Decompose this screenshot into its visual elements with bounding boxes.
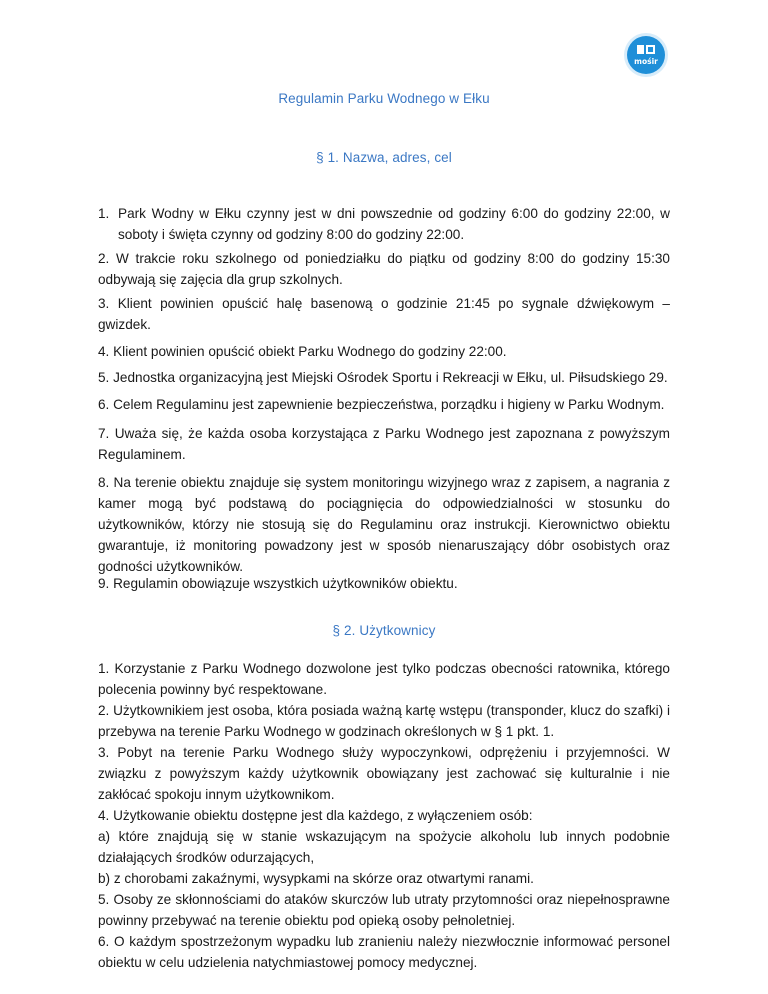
section-2-item-6: 6. O każdym spostrzeżonym wypadku lub zranieniu należy niezwłocznie informować personel obiektu w celu udzielenia natychmiastowej pomocy medycznej. [98,934,670,970]
document-title: Regulamin Parku Wodnego w Ełku [278,91,490,106]
section-1-item-6: 6. Celem Regulaminu jest zapewnienie bezpieczeństwa, porządku i higieny w Parku Wodnym. [98,397,665,412]
section-1-item-4: 4. Klient powinien opuścić obiekt Parku Wodnego do godziny 22:00. [98,344,507,359]
section-1-item-7: 7. Uważa się, że każda osoba korzystająca z Parku Wodnego jest zapoznana z powyższym Regulaminem. [98,426,670,462]
section-1-item-8: 8. Na terenie obiektu znajduje się system monitoringu wizyjnego wraz z zapisem, a nagrania z kamer mogą być podstawą do pociągnięcia do odpowiedzialności w stosunku do użytkowników, którzy nie stosują się do Regulaminu oraz instrukcji. Kierownictwo obiektu gwarantuje, iż monitoring powadzony jest w sposób nienaruszający dóbr osobistych oraz godności użytkowników. [98,475,670,574]
mosir-logo-icon [627,36,665,74]
section-2-item-1: 1. Korzystanie z Parku Wodnego dozwolone jest tylko podczas obecności ratownika, którego polecenia powinny być respektowane. [98,661,670,697]
logo-text: mośir [634,57,658,66]
section-1-item-9: 9. Regulamin obowiązuje wszystkich użytkowników obiektu. [98,576,458,591]
section-2-item-2: 2. Użytkownikiem jest osoba, która posiada ważną kartę wstępu (transponder, klucz do szafki) i przebywa na terenie Parku Wodnego w godzinach określonych w § 1 pkt. 1. [98,703,670,739]
section-2-item-4b: b) z chorobami zakaźnymi, wysypkami na skórze oraz otwartymi ranami. [98,871,534,886]
item-number: 1. [98,206,110,221]
item-text: Park Wodny w Ełku czynny jest w dni powszednie od godziny 6:00 do godziny 22:00, w soboty i święta czynny od godziny 8:00 do godziny 22:00. [118,206,670,242]
section-2-item-4a: a) które znajdują się w stanie wskazującym na spożycie alkoholu lub innych podobnie działających środków odurzających, [98,829,670,865]
section-2-heading: § 2. Użytkownicy [332,623,436,638]
mosir-logo [627,36,665,74]
section-1-item-5: 5. Jednostka organizacyjną jest Miejski Ośrodek Sportu i Rekreacji w Ełku, ul. Piłsudskiego 29. [98,370,668,385]
section-1-item-3: 3. Klient powinien opuścić halę basenową o godzinie 21:45 po sygnale dźwiękowym – gwizdek. [98,296,670,332]
section-1-item-2: 2. W trakcie roku szkolnego od poniedziałku do piątku od godziny 8:00 do godziny 15:30 odbywają się zajęcia dla grup szkolnych. [98,251,670,287]
section-1-item-1 [98,203,670,245]
section-2-item-5: 5. Osoby ze skłonnościami do ataków skurczów lub utraty przytomności oraz niepełnosprawne powinny przebywać na terenie obiektu pod opieką osoby pełnoletniej. [98,892,670,928]
section-2-item-3: 3. Pobyt na terenie Parku Wodnego służy wypoczynkowi, odprężeniu i przyjemności. W związku z powyższym każdy użytkownik obowiązany jest zachować się kulturalnie i nie zakłócać spokoju innym użytkownikom. [98,745,670,802]
section-2-item-4: 4. Użytkowanie obiektu dostępne jest dla każdego, z wyłączeniem osób: [98,808,533,823]
section-1-heading: § 1. Nazwa, adres, cel [316,150,452,165]
